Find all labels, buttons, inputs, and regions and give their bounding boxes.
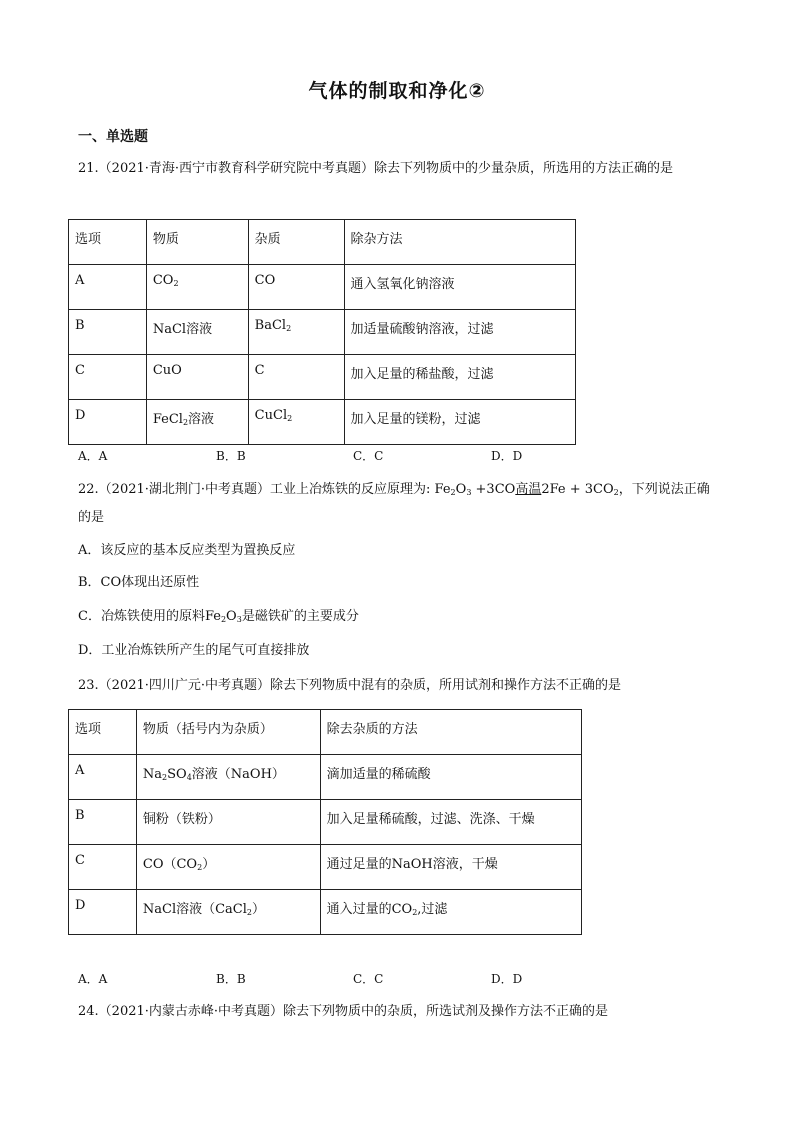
header-cell: 选项 (69, 710, 137, 755)
choice-d[interactable]: D．D (491, 972, 523, 986)
question-22-option-d[interactable]: D．工业冶炼铁所产生的尾气可直接排放 (78, 643, 310, 658)
substance-cell: NaCl溶液（CaCl$_2$） (136, 890, 320, 935)
table-row (69, 400, 576, 445)
section-heading: 一、单选题 (78, 129, 148, 145)
substance-cell: 铜粉（铁粉） (136, 800, 320, 845)
table-row (69, 265, 576, 310)
impurity-cell: C (248, 355, 344, 400)
table-row (69, 800, 582, 845)
impurity-cell: CuCl$_2$ (248, 400, 344, 445)
substance-cell: $CO(CO_2)$ (136, 845, 320, 890)
choice-a[interactable]: A．A (78, 449, 108, 463)
option-cell: A (69, 755, 137, 800)
question-21-table (68, 219, 576, 445)
option-cell: D (69, 400, 147, 445)
question-22-stem: 22.（2021·湖北荆门·中考真题）工业上冶炼铁的反应原理为: $Fe_2O_3 +3CO$高温$2Fe + 3CO_2$，下列说法正确的是 (78, 482, 710, 525)
header-cell: 除杂方法 (344, 220, 575, 265)
substance-cell: FeCl$_2$溶液 (146, 400, 248, 445)
reaction-condition: 高温 (515, 482, 542, 497)
method-cell: 滴加适量的稀硫酸 (320, 755, 581, 800)
method-cell: 加入足量稀硫酸，过滤、洗涤、干燥 (320, 800, 581, 845)
substance-cell: $Na_2SO_4$溶液（NaOH） (136, 755, 320, 800)
choice-c[interactable]: C．C (353, 449, 384, 463)
method-cell: 加适量硫酸钠溶液，过滤 (344, 310, 575, 355)
table-row (69, 845, 582, 890)
substance-cell: CuO (146, 355, 248, 400)
header-cell: 除去杂质的方法 (320, 710, 581, 755)
table-header-row (69, 710, 582, 755)
question-22-option-b[interactable]: B．CO体现出还原性 (78, 575, 200, 590)
question-22-option-c[interactable]: C．冶炼铁使用的原料$Fe_2O_3$是磁铁矿的主要成分 (78, 609, 359, 624)
method-cell: 加入足量的稀盐酸，过滤 (344, 355, 575, 400)
header-cell: 物质 (146, 220, 248, 265)
header-cell: 选项 (69, 220, 147, 265)
choice-b[interactable]: B．B (216, 449, 246, 463)
option-cell: C (69, 845, 137, 890)
choice-b[interactable]: B．B (216, 972, 246, 986)
option-cell: B (69, 800, 137, 845)
method-cell: 通入过量的$CO_2$,过滤 (320, 890, 581, 935)
method-cell: 加入足量的镁粉，过滤 (344, 400, 575, 445)
question-24-stem: 24.（2021·内蒙古赤峰·中考真题）除去下列物质中的杂质，所选试剂及操作方法不正确的是 (78, 1004, 609, 1019)
method-cell: 通入氢氧化钠溶液 (344, 265, 575, 310)
option-cell: D (69, 890, 137, 935)
option-cell: B (69, 310, 147, 355)
choice-c[interactable]: C．C (353, 972, 384, 986)
question-22-option-a[interactable]: A．该反应的基本反应类型为置换反应 (78, 543, 296, 558)
substance-cell: NaCl溶液 (146, 310, 248, 355)
question-21-stem: 21.（2021·青海·西宁市教育科学研究院中考真题）除去下列物质中的少量杂质，所选用的方法正确的是 (78, 161, 674, 176)
method-cell: 通过足量的NaOH溶液，干燥 (320, 845, 581, 890)
option-cell: C (69, 355, 147, 400)
choice-a[interactable]: A．A (78, 972, 108, 986)
header-cell: 杂质 (248, 220, 344, 265)
option-cell: A (69, 265, 147, 310)
table-row (69, 890, 582, 935)
impurity-cell: CO (248, 265, 344, 310)
impurity-cell: BaCl$_2$ (248, 310, 344, 355)
choice-d[interactable]: D．D (491, 449, 523, 463)
question-23-stem: 23.（2021·四川广元·中考真题）除去下列物质中混有的杂质，所用试剂和操作方法不正确的是 (78, 678, 622, 693)
table-row (69, 310, 576, 355)
page-title: 气体的制取和净化② (308, 80, 486, 102)
table-header-row (69, 220, 576, 265)
table-row (69, 755, 582, 800)
header-cell: 物质（括号内为杂质） (136, 710, 320, 755)
substance-cell: $CO_2$ (146, 265, 248, 310)
question-23-table (68, 709, 582, 935)
table-row (69, 355, 576, 400)
